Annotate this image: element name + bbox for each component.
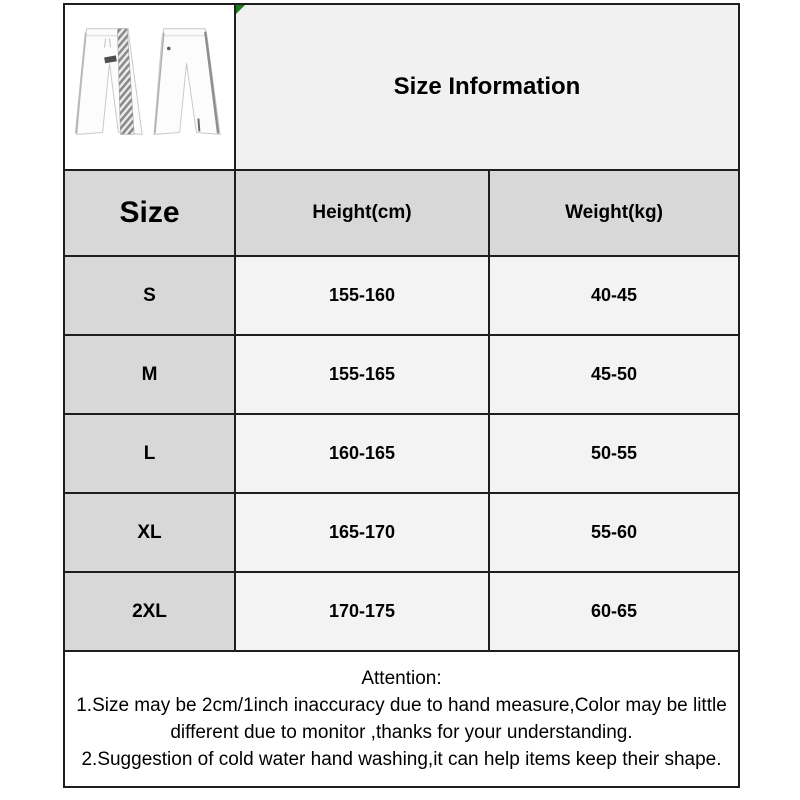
size-label: 2XL — [64, 572, 235, 651]
size-information-table — [63, 3, 740, 788]
height-value: 160-165 — [235, 414, 489, 493]
height-value: 155-160 — [235, 256, 489, 335]
height-value: 165-170 — [235, 493, 489, 572]
weight-value: 55-60 — [489, 493, 739, 572]
size-information-title-cell — [235, 4, 739, 170]
green-corner-marker-icon — [236, 5, 245, 14]
product-header-row — [64, 4, 739, 170]
weight-value: 60-65 — [489, 572, 739, 651]
attention-item-1: 1.Size may be 2cm/1inch inaccuracy due to hand measure,Color may be little different due to monitor ,thanks for your understanding. — [76, 695, 727, 743]
column-header-row — [64, 170, 739, 256]
table-row-xl — [64, 493, 739, 572]
height-value: 170-175 — [235, 572, 489, 651]
size-label: S — [64, 256, 235, 335]
table-row-s — [64, 256, 739, 335]
pants-back-image — [153, 29, 219, 135]
pants-front-image — [75, 29, 141, 135]
column-header-weight: Weight(kg) — [489, 170, 739, 256]
size-label: M — [64, 335, 235, 414]
table-row-2xl — [64, 572, 739, 651]
table-row-l — [64, 414, 739, 493]
weight-value: 40-45 — [489, 256, 739, 335]
column-header-height: Height(cm) — [235, 170, 489, 256]
column-header-size: Size — [64, 170, 235, 256]
attention-row — [64, 651, 739, 787]
pants-product-image — [66, 7, 234, 167]
attention-note — [64, 651, 739, 787]
table-row-m — [64, 335, 739, 414]
weight-value: 50-55 — [489, 414, 739, 493]
size-label: L — [64, 414, 235, 493]
attention-title: Attention: — [361, 668, 442, 689]
size-label: XL — [64, 493, 235, 572]
height-value: 155-165 — [235, 335, 489, 414]
attention-item-2: 2.Suggestion of cold water hand washing,it can help items keep their shape. — [81, 749, 722, 770]
weight-value: 45-50 — [489, 335, 739, 414]
product-image-cell — [64, 4, 235, 170]
page-title: Size Information — [393, 73, 581, 100]
